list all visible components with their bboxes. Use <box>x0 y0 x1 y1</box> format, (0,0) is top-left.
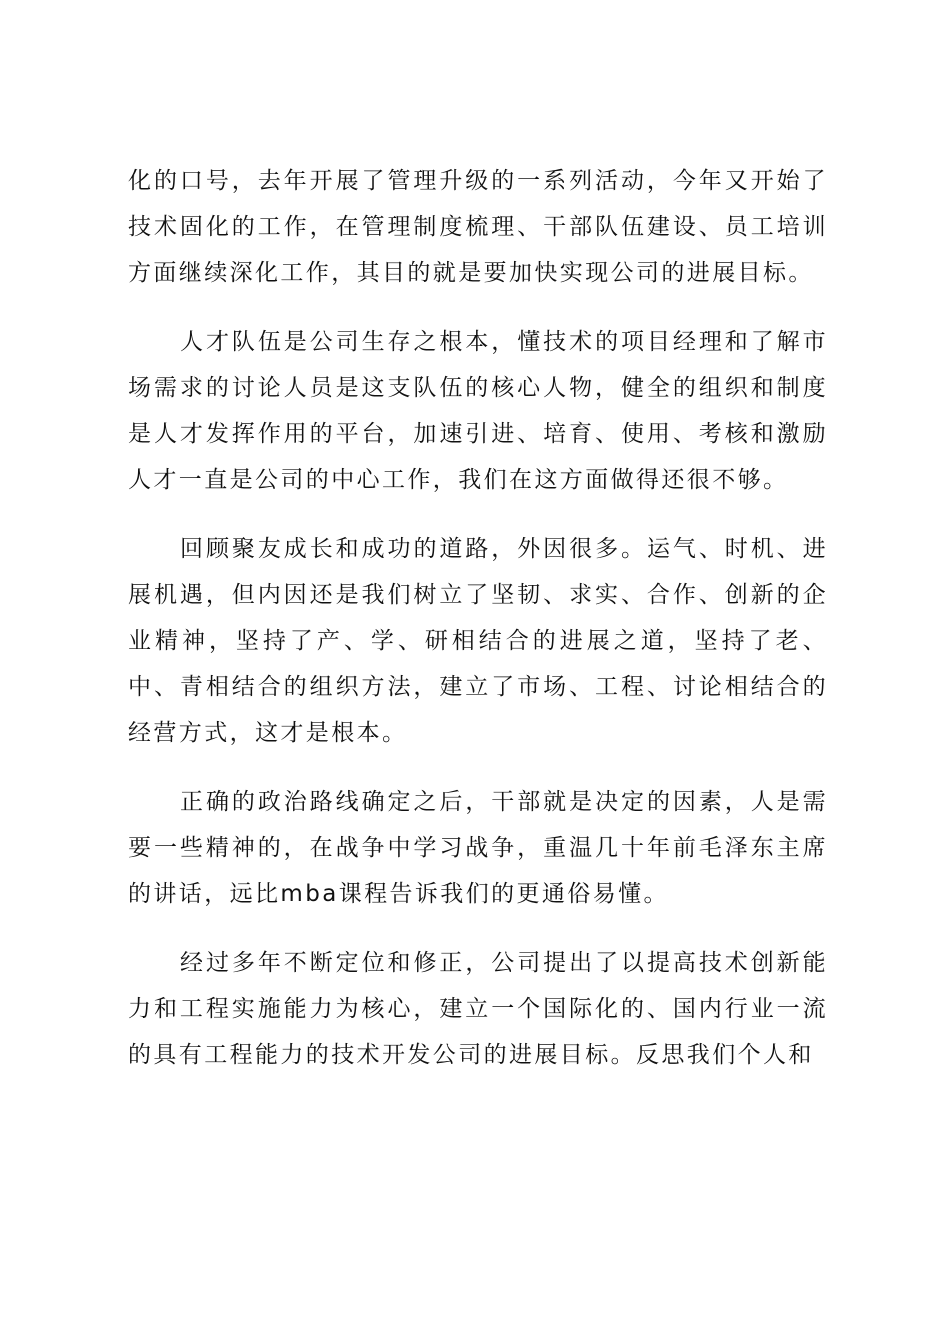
paragraph-5: 经过多年不断定位和修正，公司提出了以提高技术创新能力和工程实施能力为核心，建立一个国际化的、国内行业一流的具有工程能力的技术开发公司的进展目标。反思我们个人和 <box>128 950 828 1068</box>
paragraph-3: 回顾聚友成长和成功的道路，外因很多。运气、时机、进展机遇，但内因还是我们树立了坚韧、求实、合作、创新的企业精神，坚持了产、学、研相结合的进展之道，坚持了老、中、青相结合的组织方法，建立了市场、工程、讨论相结合的经营方式，这才是根本。 <box>128 536 828 746</box>
paragraph-4: 正确的政治路线确定之后，干部就是决定的因素，人是需要一些精神的，在战争中学习战争，重温几十年前毛泽东主席的讲话，远比mba课程告诉我们的更通俗易懂。 <box>128 789 828 907</box>
document-body <box>128 158 828 1101</box>
paragraph-1: 化的口号，去年开展了管理升级的一系列活动，今年又开始了技术固化的工作，在管理制度梳理、干部队伍建设、员工培训方面继续深化工作，其目的就是要加快实现公司的进展目标。 <box>128 168 828 286</box>
paragraph-2: 人才队伍是公司生存之根本，懂技术的项目经理和了解市场需求的讨论人员是这支队伍的核心人物，健全的组织和制度是人才发挥作用的平台，加速引进、培育、使用、考核和激励人才一直是公司的中心工作，我们在这方面做得还很不够。 <box>128 329 828 493</box>
